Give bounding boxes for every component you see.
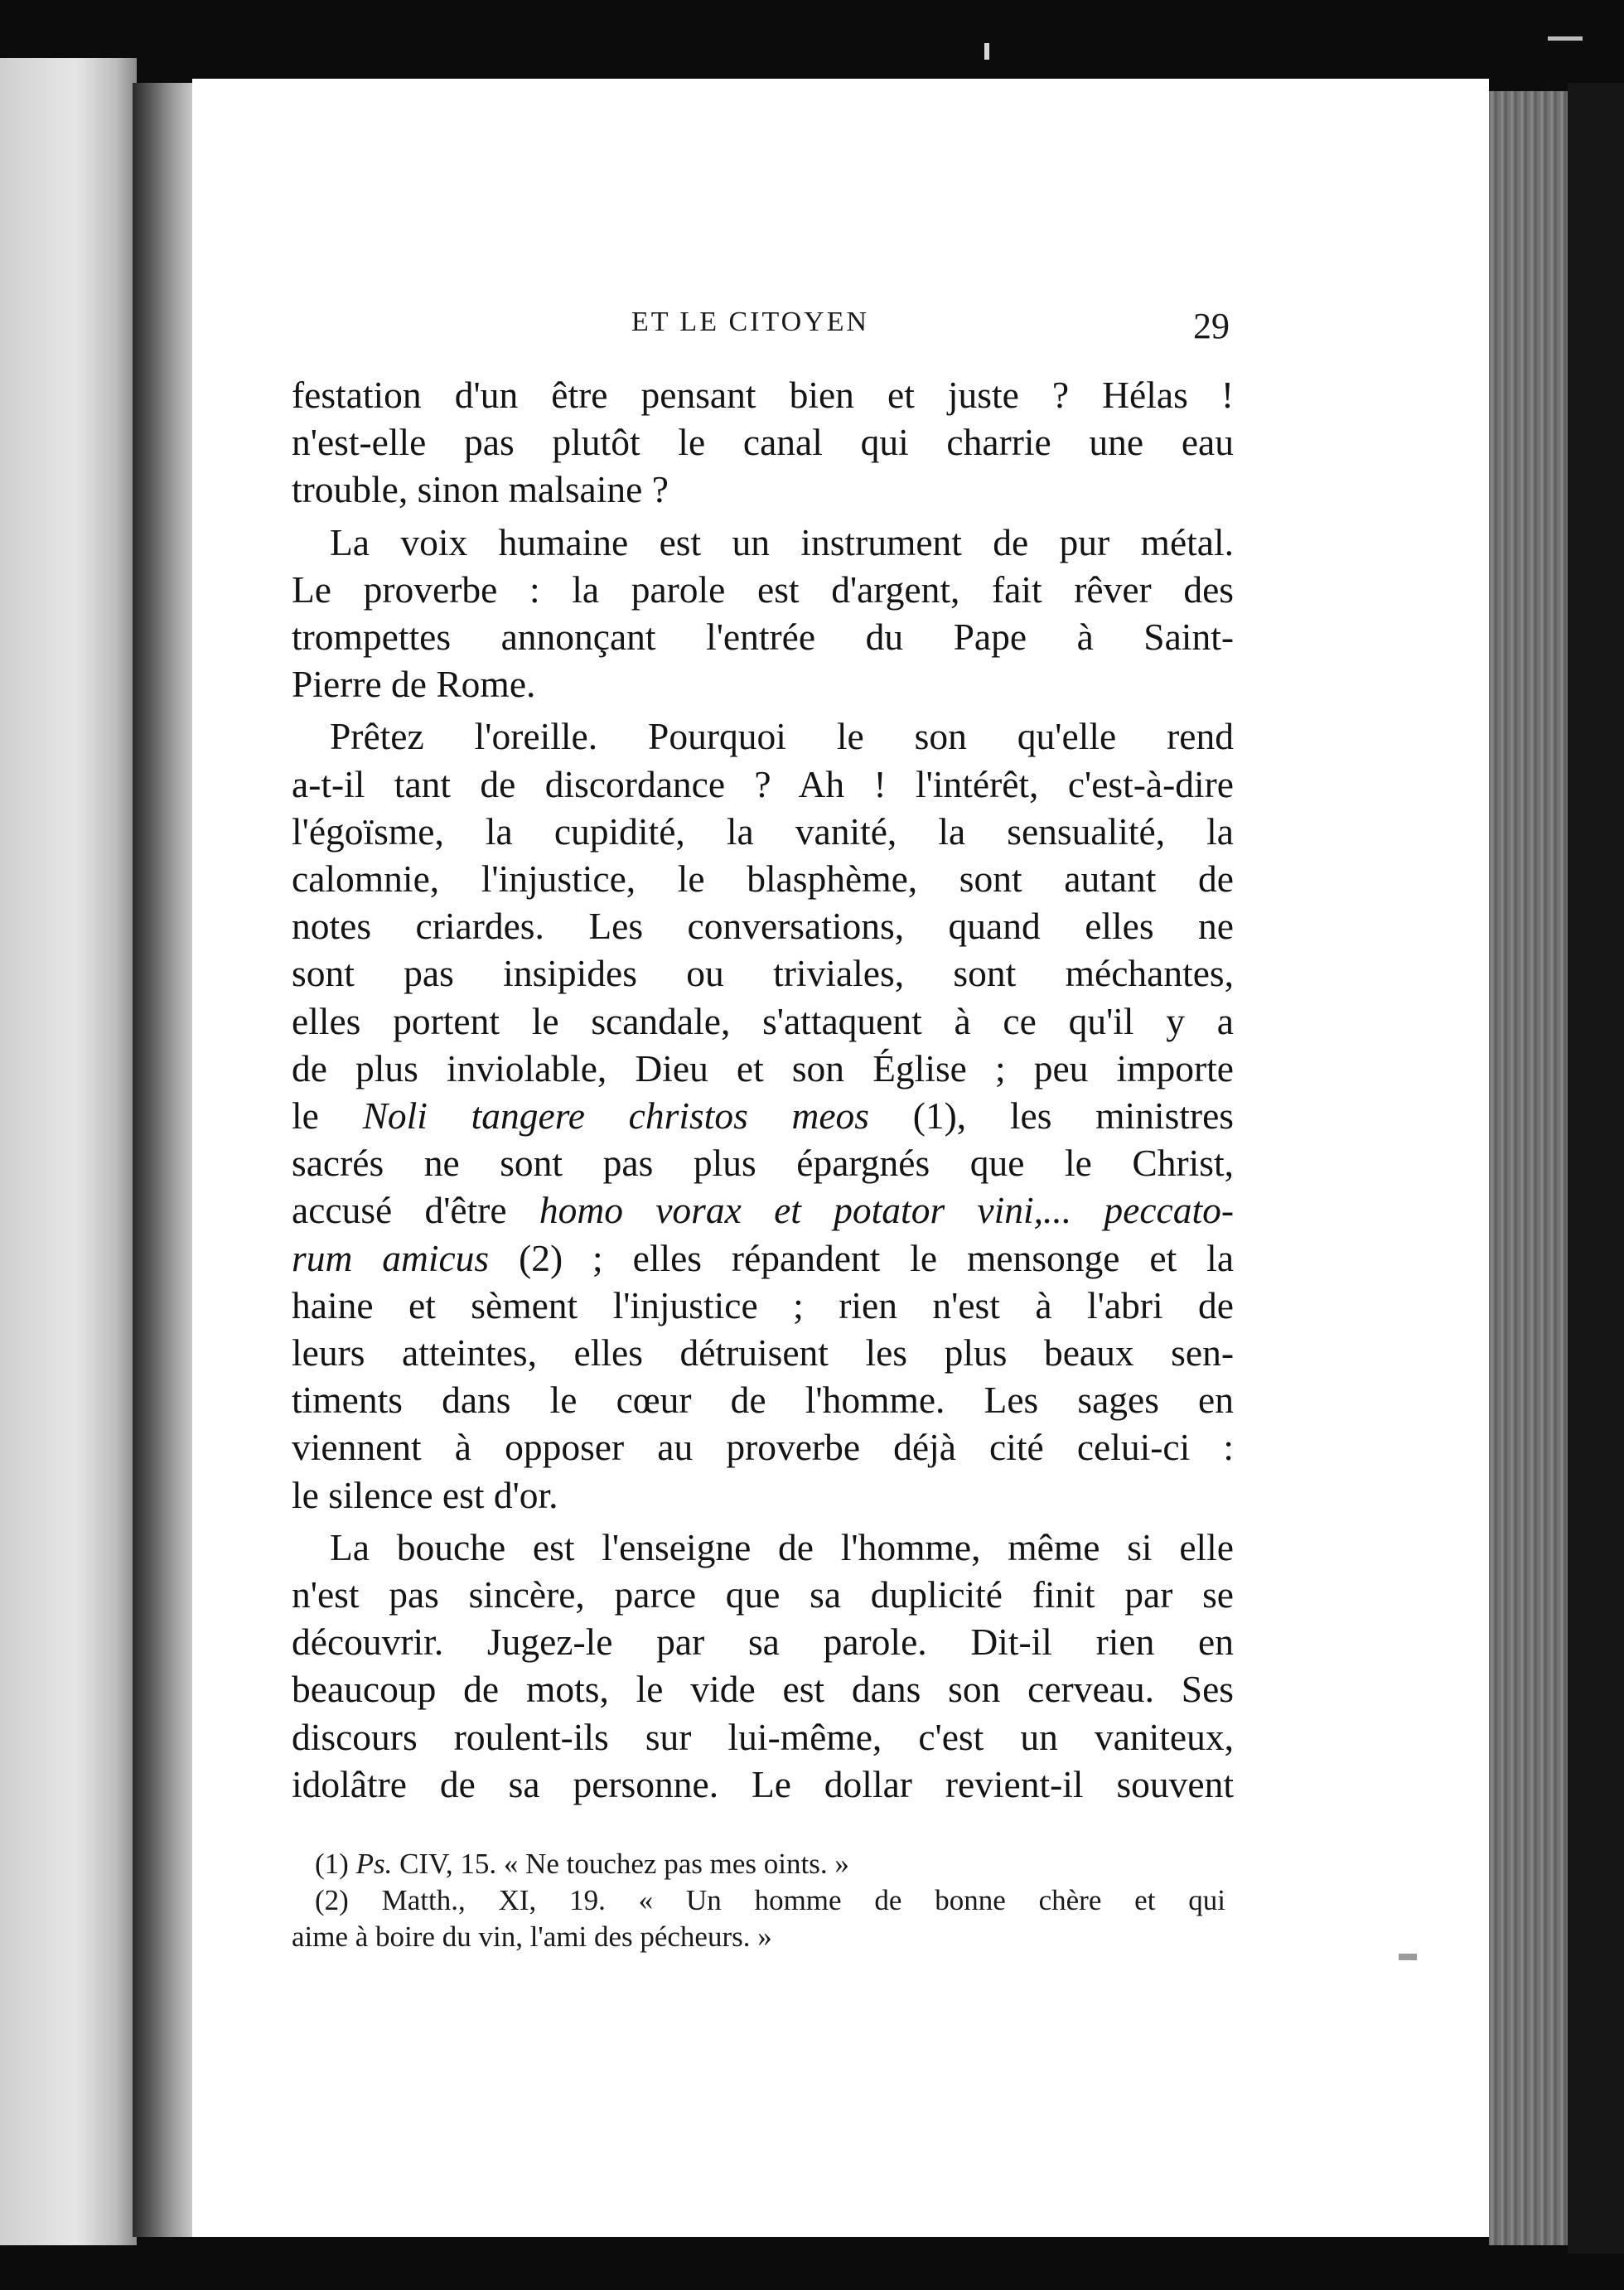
text-line [292, 1092, 1234, 1139]
text-line: elles portent le scandale, s'attaquent à ce qu'il y a [292, 999, 1234, 1042]
book-gutter-shadow [133, 83, 199, 2237]
text-line: Le proverbe : la parole est d'argent, fait rêver des [292, 568, 1234, 611]
italic-phrase: Noli tangere christos meos [362, 1094, 870, 1138]
book-block-edge [1489, 91, 1568, 2245]
text-line: trouble, sinon malsaine ? [292, 468, 669, 511]
text-line: n'est-elle pas plutôt le canal qui charrie une eau [292, 421, 1234, 464]
scan-artifact-mark [984, 43, 989, 60]
text-line: sacrés ne sont pas plus épargnés que le Christ, [292, 1142, 1234, 1185]
text-run: le [292, 1094, 363, 1138]
footnote-run: (1) [315, 1848, 356, 1880]
footnote-italic: Ps. [355, 1848, 393, 1880]
text-line: beaucoup de mots, le vide est dans son cerveau. Ses [292, 1668, 1234, 1711]
text-line [292, 1234, 1234, 1282]
text-line: de plus inviolable, Dieu et son Église ; peu importe [292, 1046, 1234, 1089]
text-line: le silence est d'or. [292, 1473, 558, 1516]
footnote-line [292, 1846, 1225, 1882]
scan-corner-mark [1548, 36, 1583, 41]
scan-side-mark [1399, 1954, 1417, 1960]
text-line: idolâtre de sa personne. Le dollar revient-il souvent [292, 1762, 1234, 1805]
text-line: leurs atteintes, elles détruisent les plus beaux sen- [292, 1331, 1234, 1374]
text-line: trompettes annonçant l'entrée du Pape à Saint- [292, 616, 1234, 659]
text-line: haine et sèment l'injustice ; rien n'est à l'abri de [292, 1283, 1234, 1326]
text-line: sont pas insipides ou triviales, sont méchantes, [292, 952, 1234, 995]
text-line: festation d'un être pensant bien et juste ? Hélas ! [292, 374, 1234, 416]
scan-border [1568, 83, 1624, 2254]
text-run: (2) ; elles répandent le mensonge et la [489, 1236, 1235, 1279]
footnote-run: aime à boire du vin, l'ami des pécheurs. » [292, 1920, 772, 1953]
text-line: n'est pas sincère, parce que sa duplicité finit par se [292, 1573, 1234, 1616]
left-page-edge [0, 58, 137, 2245]
italic-phrase: homo vorax et potator vini,... peccato- [539, 1189, 1235, 1232]
text-line: calomnie, l'injustice, le blasphème, sont autant de [292, 858, 1234, 901]
footnote-line [292, 1882, 1225, 1919]
italic-phrase: rum amicus [292, 1236, 490, 1279]
text-line [292, 1186, 1234, 1234]
text-line: l'égoïsme, la cupidité, la vanité, la sensualité, la [292, 809, 1234, 853]
text-line: découvrir. Jugez-le par sa parole. Dit-il rien en [292, 1621, 1234, 1664]
footnote-run: (2) Matth., XI, 19. « Un homme de bonne chère et qui [315, 1884, 1225, 1916]
text-line: a-t-il tant de discordance ? Ah ! l'intérêt, c'est-à-dire [292, 762, 1234, 805]
body-text [292, 371, 1234, 1808]
text-line: viennent à opposer au proverbe déjà cité celui-ci : [292, 1426, 1234, 1469]
text-line: Pierre de Rome. [292, 663, 536, 706]
footnote-line [292, 1919, 1225, 1955]
text-line: La voix humaine est un instrument de pur métal. [330, 520, 1234, 563]
text-line: timents dans le cœur de l'homme. Les sages en [292, 1379, 1234, 1422]
running-head: ET LE CITOYEN [631, 307, 870, 337]
text-line: notes criardes. Les conversations, quand elles ne [292, 905, 1234, 948]
footnote-run: CIV, 15. « Ne touchez pas mes oints. » [392, 1848, 849, 1880]
text-line: Prêtez l'oreille. Pourquoi le son qu'elle rend [330, 715, 1234, 758]
text-run: accusé d'être [292, 1189, 539, 1232]
text-run: (1), les ministres [869, 1094, 1234, 1138]
text-line: discours roulent-ils sur lui-même, c'est un vaniteux, [292, 1715, 1234, 1758]
footnotes [292, 1846, 1225, 1955]
text-line: La bouche est l'enseigne de l'homme, même si elle [330, 1525, 1234, 1568]
page-number: 29 [1193, 306, 1230, 346]
